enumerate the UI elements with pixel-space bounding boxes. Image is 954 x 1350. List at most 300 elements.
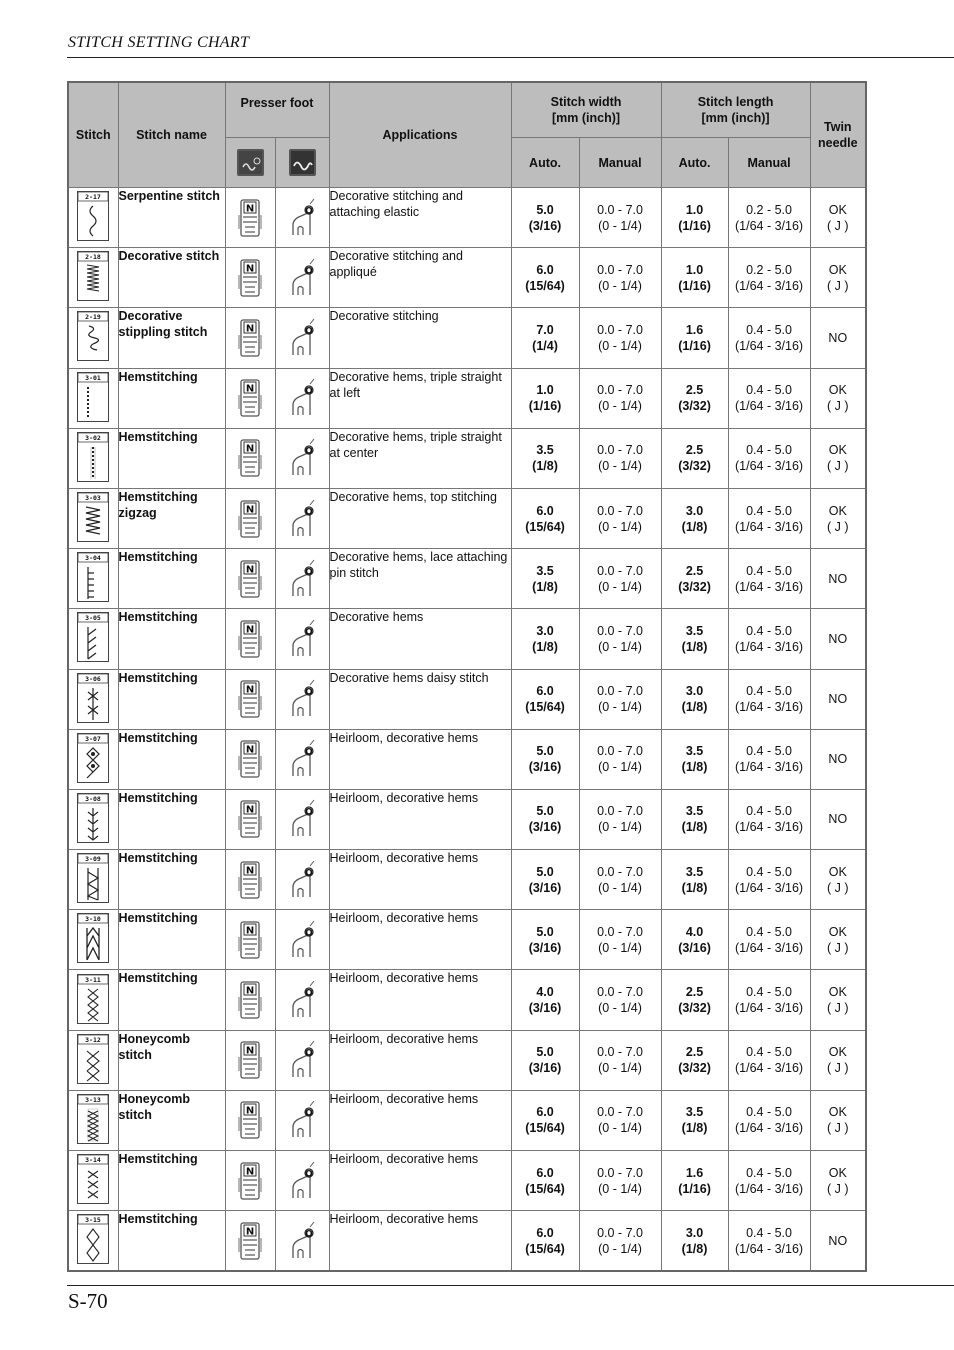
svg-text:O: O <box>305 1108 313 1119</box>
table-row <box>68 850 866 910</box>
stitch-name: Decorative stitch <box>118 248 225 308</box>
side-cutter-foot-o-icon <box>288 437 316 479</box>
svg-text:3-03: 3-03 <box>85 494 102 503</box>
length-manual: 0.4 - 5.0 (1/64 - 3/16) <box>728 549 810 609</box>
stitch-cell <box>68 970 118 1030</box>
table-row <box>68 729 866 789</box>
header-width-auto: Auto. <box>511 138 579 188</box>
page-number: S-70 <box>68 1289 108 1313</box>
svg-text:3-01: 3-01 <box>85 373 102 382</box>
svg-text:3-02: 3-02 <box>85 433 102 442</box>
zigzag-foot-n-icon <box>236 317 264 359</box>
side-cutter-foot-o-icon <box>288 1220 316 1262</box>
svg-text:O: O <box>305 1048 313 1059</box>
stitch-pattern-icon <box>77 432 109 482</box>
width-auto: 6.0 (15/64) <box>511 669 579 729</box>
stitch-name: Honeycomb stitch <box>118 1090 225 1150</box>
width-manual: 0.0 - 7.0 (0 - 1/4) <box>579 1211 661 1271</box>
application-text: Decorative stitching <box>329 308 511 368</box>
svg-text:3-04: 3-04 <box>85 554 102 563</box>
twin-needle: NO <box>810 549 866 609</box>
foot-n-cell <box>225 428 275 488</box>
zigzag-foot-n-icon <box>236 979 264 1021</box>
stitch-cell <box>68 488 118 548</box>
stitch-name: Honeycomb stitch <box>118 1030 225 1090</box>
length-auto: 1.6 (1/16) <box>661 308 728 368</box>
table-row <box>68 910 866 970</box>
svg-text:N: N <box>245 443 255 455</box>
table-row <box>68 669 866 729</box>
svg-text:N: N <box>245 1045 255 1057</box>
zigzag-foot-n-icon <box>236 558 264 600</box>
length-auto: 2.5 (3/32) <box>661 428 728 488</box>
stitch-cell <box>68 669 118 729</box>
twin-needle: OK ( J ) <box>810 1151 866 1211</box>
width-auto: 3.5 (1/8) <box>511 428 579 488</box>
zigzag-foot-n-icon <box>236 859 264 901</box>
svg-text:N: N <box>245 323 255 335</box>
svg-text:3-06: 3-06 <box>85 674 102 683</box>
stitch-name: Hemstitching <box>118 970 225 1030</box>
width-manual: 0.0 - 7.0 (0 - 1/4) <box>579 248 661 308</box>
svg-text:3-14: 3-14 <box>85 1156 102 1165</box>
foot-n-cell <box>225 789 275 849</box>
svg-text:O: O <box>305 928 313 939</box>
twin-needle: NO <box>810 669 866 729</box>
svg-text:O: O <box>305 266 313 277</box>
foot-o-cell <box>275 188 329 248</box>
width-auto: 5.0 (3/16) <box>511 729 579 789</box>
stitch-cell <box>68 729 118 789</box>
length-manual: 0.4 - 5.0 (1/64 - 3/16) <box>728 669 810 729</box>
svg-text:3-09: 3-09 <box>85 855 102 864</box>
width-manual: 0.0 - 7.0 (0 - 1/4) <box>579 609 661 669</box>
svg-text:O: O <box>305 1169 313 1180</box>
width-auto: 1.0 (1/16) <box>511 368 579 428</box>
foot-o-cell <box>275 308 329 368</box>
side-cutter-foot-o-icon <box>288 1039 316 1081</box>
width-manual: 0.0 - 7.0 (0 - 1/4) <box>579 188 661 248</box>
stitch-name: Decorative stippling stitch <box>118 308 225 368</box>
length-auto: 2.5 (3/32) <box>661 1030 728 1090</box>
application-text: Decorative hems daisy stitch <box>329 669 511 729</box>
side-cutter-foot-o-icon <box>288 498 316 540</box>
header-foot-1 <box>225 138 275 188</box>
foot-n-cell <box>225 1030 275 1090</box>
svg-text:3-15: 3-15 <box>85 1216 102 1225</box>
length-auto: 3.5 (1/8) <box>661 850 728 910</box>
application-text: Heirloom, decorative hems <box>329 1151 511 1211</box>
length-manual: 0.4 - 5.0 (1/64 - 3/16) <box>728 1151 810 1211</box>
svg-text:N: N <box>245 985 255 997</box>
width-manual: 0.0 - 7.0 (0 - 1/4) <box>579 488 661 548</box>
length-auto: 3.0 (1/8) <box>661 669 728 729</box>
stitch-setting-table <box>67 81 867 1272</box>
width-auto: 6.0 (15/64) <box>511 1090 579 1150</box>
zigzag-foot-n-icon <box>236 1099 264 1141</box>
header-applications: Applications <box>329 82 511 188</box>
twin-needle: NO <box>810 789 866 849</box>
header-stitch-width: Stitch width [mm (inch)] <box>511 82 661 138</box>
stitch-name: Hemstitching <box>118 910 225 970</box>
side-cutter-foot-o-icon <box>288 618 316 660</box>
svg-text:3-13: 3-13 <box>85 1095 102 1104</box>
svg-text:N: N <box>245 203 255 215</box>
foot-o-cell <box>275 1151 329 1211</box>
stitch-name: Serpentine stitch <box>118 188 225 248</box>
zigzag-foot-n-icon <box>236 738 264 780</box>
stitch-name: Hemstitching <box>118 1211 225 1271</box>
length-auto: 2.5 (3/32) <box>661 970 728 1030</box>
length-auto: 2.5 (3/32) <box>661 368 728 428</box>
application-text: Decorative hems, triple straight at center <box>329 428 511 488</box>
svg-text:N: N <box>245 865 255 877</box>
width-manual: 0.0 - 7.0 (0 - 1/4) <box>579 549 661 609</box>
stitch-cell <box>68 1090 118 1150</box>
svg-text:N: N <box>245 383 255 395</box>
foot-n-cell <box>225 729 275 789</box>
width-auto: 5.0 (3/16) <box>511 789 579 849</box>
width-auto: 3.5 (1/8) <box>511 549 579 609</box>
stitch-pattern-icon <box>77 853 109 903</box>
zigzag-foot-n-icon <box>236 377 264 419</box>
length-auto: 3.5 (1/8) <box>661 1090 728 1150</box>
side-cutter-foot-o-icon <box>288 317 316 359</box>
foot-o-cell <box>275 368 329 428</box>
side-cutter-foot-o-icon <box>288 979 316 1021</box>
twin-needle: OK ( J ) <box>810 248 866 308</box>
stitch-cell <box>68 368 118 428</box>
stitch-pattern-icon <box>77 1154 109 1204</box>
stitch-pattern-icon <box>77 793 109 843</box>
stitch-cell <box>68 850 118 910</box>
application-text: Heirloom, decorative hems <box>329 1211 511 1271</box>
svg-text:O: O <box>305 687 313 698</box>
stitch-name: Hemstitching <box>118 1151 225 1211</box>
zigzag-foot-n-icon <box>236 618 264 660</box>
foot-o-cell <box>275 850 329 910</box>
twin-needle: OK ( J ) <box>810 1030 866 1090</box>
foot-n-cell <box>225 1151 275 1211</box>
svg-text:O: O <box>305 206 313 217</box>
application-text: Decorative hems, triple straight at left <box>329 368 511 428</box>
svg-text:O: O <box>305 326 313 337</box>
svg-text:O: O <box>305 567 313 578</box>
svg-text:O: O <box>305 988 313 999</box>
application-text: Heirloom, decorative hems <box>329 970 511 1030</box>
twin-needle: OK ( J ) <box>810 970 866 1030</box>
width-manual: 0.0 - 7.0 (0 - 1/4) <box>579 970 661 1030</box>
length-manual: 0.4 - 5.0 (1/64 - 3/16) <box>728 1030 810 1090</box>
stitch-cell <box>68 188 118 248</box>
header-width-manual: Manual <box>579 138 661 188</box>
svg-text:3-07: 3-07 <box>85 734 102 743</box>
width-manual: 0.0 - 7.0 (0 - 1/4) <box>579 729 661 789</box>
svg-text:N: N <box>245 1166 255 1178</box>
side-cutter-foot-o-icon <box>288 859 316 901</box>
foot-n-cell <box>225 850 275 910</box>
table-row <box>68 308 866 368</box>
svg-text:3-10: 3-10 <box>85 915 102 924</box>
width-auto: 6.0 (15/64) <box>511 1211 579 1271</box>
twin-needle: NO <box>810 729 866 789</box>
zigzag-foot-n-icon <box>236 257 264 299</box>
width-manual: 0.0 - 7.0 (0 - 1/4) <box>579 850 661 910</box>
width-manual: 0.0 - 7.0 (0 - 1/4) <box>579 428 661 488</box>
svg-text:N: N <box>245 504 255 516</box>
header-stitch-name: Stitch name <box>118 82 225 188</box>
width-auto: 5.0 (3/16) <box>511 1030 579 1090</box>
foot-n-cell <box>225 248 275 308</box>
length-manual: 0.2 - 5.0 (1/64 - 3/16) <box>728 188 810 248</box>
twin-needle: NO <box>810 308 866 368</box>
svg-text:O: O <box>305 446 313 457</box>
foot-n-cell <box>225 970 275 1030</box>
width-manual: 0.0 - 7.0 (0 - 1/4) <box>579 1030 661 1090</box>
application-text: Heirloom, decorative hems <box>329 1030 511 1090</box>
stitch-cell <box>68 549 118 609</box>
zigzag-foot-n-icon <box>236 1220 264 1262</box>
twin-needle: NO <box>810 1211 866 1271</box>
stitch-cell <box>68 1151 118 1211</box>
svg-text:3-11: 3-11 <box>85 975 102 984</box>
side-cutter-foot-o-icon <box>288 738 316 780</box>
twin-needle: OK ( J ) <box>810 850 866 910</box>
table-row <box>68 1151 866 1211</box>
foot-o-cell <box>275 789 329 849</box>
foot-o-cell <box>275 970 329 1030</box>
side-cutter-foot-o-icon <box>288 919 316 961</box>
stitch-pattern-icon <box>77 1034 109 1084</box>
svg-text:3-12: 3-12 <box>85 1035 102 1044</box>
svg-text:O: O <box>305 386 313 397</box>
svg-text:N: N <box>245 1105 255 1117</box>
svg-text:N: N <box>245 263 255 275</box>
table-body <box>68 188 866 1271</box>
side-cutter-foot-o-icon <box>288 678 316 720</box>
zigzag-foot-n-icon <box>236 437 264 479</box>
foot-o-cell <box>275 248 329 308</box>
foot-n-cell <box>225 188 275 248</box>
footer-rule <box>67 1285 954 1286</box>
foot-n-cell <box>225 488 275 548</box>
width-auto: 6.0 (15/64) <box>511 248 579 308</box>
width-manual: 0.0 - 7.0 (0 - 1/4) <box>579 368 661 428</box>
length-manual: 0.4 - 5.0 (1/64 - 3/16) <box>728 428 810 488</box>
svg-text:N: N <box>245 564 255 576</box>
stitch-cell <box>68 1030 118 1090</box>
length-auto: 3.0 (1/8) <box>661 488 728 548</box>
side-cutter-foot-o-icon <box>288 377 316 419</box>
length-auto: 3.5 (1/8) <box>661 729 728 789</box>
side-cutter-foot-o-icon <box>288 558 316 600</box>
zigzag-foot-n-icon <box>236 798 264 840</box>
foot-o-cell <box>275 729 329 789</box>
zigzag-foot-n-icon <box>236 919 264 961</box>
stitch-cell <box>68 308 118 368</box>
foot-n-cell <box>225 308 275 368</box>
length-manual: 0.4 - 5.0 (1/64 - 3/16) <box>728 910 810 970</box>
foot-n-cell <box>225 910 275 970</box>
table-row <box>68 549 866 609</box>
length-manual: 0.2 - 5.0 (1/64 - 3/16) <box>728 248 810 308</box>
length-auto: 3.5 (1/8) <box>661 789 728 849</box>
header-length-manual: Manual <box>728 138 810 188</box>
stitch-pattern-icon <box>77 673 109 723</box>
stitch-name: Hemstitching <box>118 850 225 910</box>
svg-text:O: O <box>305 1229 313 1240</box>
table-row <box>68 188 866 248</box>
stitch-pattern-icon <box>77 1214 109 1264</box>
svg-text:O: O <box>305 627 313 638</box>
stitch-cell <box>68 609 118 669</box>
svg-text:N: N <box>245 624 255 636</box>
application-text: Decorative hems, top stitching <box>329 488 511 548</box>
stitch-name: Hemstitching <box>118 789 225 849</box>
width-auto: 6.0 (15/64) <box>511 488 579 548</box>
stitch-name: Hemstitching <box>118 368 225 428</box>
table-row <box>68 368 866 428</box>
stitch-pattern-icon <box>77 552 109 602</box>
svg-text:N: N <box>245 1226 255 1238</box>
svg-text:3-05: 3-05 <box>85 614 102 623</box>
page-header: STITCH SETTING CHART <box>68 34 250 51</box>
stitch-pattern-icon <box>77 251 109 301</box>
application-text: Heirloom, decorative hems <box>329 729 511 789</box>
stitch-pattern-icon <box>77 612 109 662</box>
stitch-pattern-icon <box>77 311 109 361</box>
length-auto: 2.5 (3/32) <box>661 549 728 609</box>
width-manual: 0.0 - 7.0 (0 - 1/4) <box>579 1151 661 1211</box>
foot-n-cell <box>225 1090 275 1150</box>
foot-o-cell <box>275 1090 329 1150</box>
table-row <box>68 609 866 669</box>
length-manual: 0.4 - 5.0 (1/64 - 3/16) <box>728 1211 810 1271</box>
svg-text:O: O <box>305 747 313 758</box>
length-auto: 3.5 (1/8) <box>661 609 728 669</box>
application-text: Heirloom, decorative hems <box>329 850 511 910</box>
length-auto: 1.0 (1/16) <box>661 248 728 308</box>
side-cutter-foot-o-icon <box>288 1099 316 1141</box>
header-stitch: Stitch <box>68 82 118 188</box>
length-manual: 0.4 - 5.0 (1/64 - 3/16) <box>728 488 810 548</box>
width-auto: 5.0 (3/16) <box>511 910 579 970</box>
svg-text:N: N <box>245 684 255 696</box>
width-manual: 0.0 - 7.0 (0 - 1/4) <box>579 308 661 368</box>
application-text: Heirloom, decorative hems <box>329 789 511 849</box>
header-twin-needle: Twin needle <box>810 82 866 188</box>
zigzag-foot-n-icon <box>236 498 264 540</box>
width-auto: 4.0 (3/16) <box>511 970 579 1030</box>
header-foot-2 <box>275 138 329 188</box>
width-auto: 7.0 (1/4) <box>511 308 579 368</box>
application-text: Heirloom, decorative hems <box>329 910 511 970</box>
header-stitch-length: Stitch length [mm (inch)] <box>661 82 810 138</box>
svg-text:3-08: 3-08 <box>85 794 102 803</box>
svg-text:N: N <box>245 804 255 816</box>
foot-o-cell <box>275 1211 329 1271</box>
twin-needle: OK ( J ) <box>810 488 866 548</box>
svg-text:N: N <box>245 925 255 937</box>
length-auto: 1.6 (1/16) <box>661 1151 728 1211</box>
foot-o-cell <box>275 428 329 488</box>
width-auto: 6.0 (15/64) <box>511 1151 579 1211</box>
stitch-name: Hemstitching <box>118 609 225 669</box>
width-auto: 3.0 (1/8) <box>511 609 579 669</box>
width-manual: 0.0 - 7.0 (0 - 1/4) <box>579 789 661 849</box>
table-row <box>68 1211 866 1271</box>
length-manual: 0.4 - 5.0 (1/64 - 3/16) <box>728 609 810 669</box>
width-manual: 0.0 - 7.0 (0 - 1/4) <box>579 1090 661 1150</box>
length-auto: 1.0 (1/16) <box>661 188 728 248</box>
length-manual: 0.4 - 5.0 (1/64 - 3/16) <box>728 308 810 368</box>
length-auto: 3.0 (1/8) <box>661 1211 728 1271</box>
svg-text:O: O <box>305 807 313 818</box>
svg-text:O: O <box>305 868 313 879</box>
width-auto: 5.0 (3/16) <box>511 188 579 248</box>
stitch-pattern-icon <box>77 733 109 783</box>
side-cutter-foot-o-icon <box>288 1160 316 1202</box>
zigzag-foot-n-icon <box>236 1039 264 1081</box>
table-row <box>68 248 866 308</box>
table-row <box>68 488 866 548</box>
header-presser-foot: Presser foot <box>225 82 329 138</box>
stitch-cell <box>68 1211 118 1271</box>
svg-text:N: N <box>245 744 255 756</box>
twin-needle: OK ( J ) <box>810 428 866 488</box>
header-length-auto: Auto. <box>661 138 728 188</box>
twin-needle: OK ( J ) <box>810 1090 866 1150</box>
application-text: Heirloom, decorative hems <box>329 1090 511 1150</box>
foot-n-cell <box>225 1211 275 1271</box>
length-auto: 4.0 (3/16) <box>661 910 728 970</box>
monogramming-foot-icon <box>237 149 264 176</box>
width-manual: 0.0 - 7.0 (0 - 1/4) <box>579 910 661 970</box>
stitch-pattern-icon <box>77 191 109 241</box>
length-manual: 0.4 - 5.0 (1/64 - 3/16) <box>728 1090 810 1150</box>
stitch-name: Hemstitching <box>118 669 225 729</box>
foot-n-cell <box>225 669 275 729</box>
header-rule <box>67 57 954 58</box>
foot-o-cell <box>275 1030 329 1090</box>
width-auto: 5.0 (3/16) <box>511 850 579 910</box>
length-manual: 0.4 - 5.0 (1/64 - 3/16) <box>728 850 810 910</box>
foot-o-cell <box>275 488 329 548</box>
side-cutter-foot-o-icon <box>288 798 316 840</box>
stitch-pattern-icon <box>77 974 109 1024</box>
twin-needle: NO <box>810 609 866 669</box>
table-row <box>68 970 866 1030</box>
application-text: Decorative stitching and attaching elastic <box>329 188 511 248</box>
twin-needle: OK ( J ) <box>810 910 866 970</box>
stitch-cell <box>68 428 118 488</box>
foot-n-cell <box>225 549 275 609</box>
stitch-pattern-icon <box>77 372 109 422</box>
width-manual: 0.0 - 7.0 (0 - 1/4) <box>579 669 661 729</box>
application-text: Decorative hems, lace attaching pin stitch <box>329 549 511 609</box>
foot-o-cell <box>275 609 329 669</box>
zigzag-foot-n-icon <box>236 197 264 239</box>
table-row <box>68 428 866 488</box>
length-manual: 0.4 - 5.0 (1/64 - 3/16) <box>728 729 810 789</box>
stitch-name: Hemstitching <box>118 428 225 488</box>
svg-text:2-18: 2-18 <box>85 253 102 262</box>
foot-n-cell <box>225 609 275 669</box>
table-row <box>68 789 866 849</box>
svg-text:2-19: 2-19 <box>85 313 102 322</box>
stitch-cell <box>68 248 118 308</box>
stitch-pattern-icon <box>77 1094 109 1144</box>
